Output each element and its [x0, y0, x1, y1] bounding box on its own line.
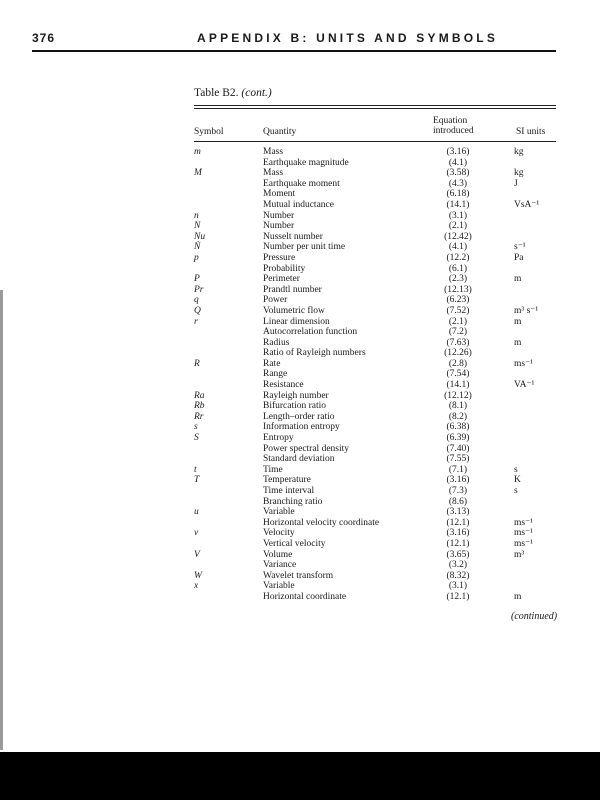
equation-cell: (3.65) — [446, 549, 470, 560]
equation-cell: (3.2) — [448, 560, 468, 571]
quantity-cell: Variable — [263, 507, 295, 518]
si-units-cell: VsA⁻¹ — [514, 199, 540, 210]
symbol-cell: Rr — [194, 411, 204, 422]
quantity-cell: Moment — [263, 189, 296, 200]
si-units-cell: J — [514, 178, 518, 189]
symbol-cell: R — [194, 358, 200, 369]
table-row — [0, 444, 600, 455]
si-units-cell: kg — [514, 168, 524, 179]
equation-cell: (12.1) — [446, 538, 470, 549]
quantity-cell: Rayleigh number — [263, 390, 329, 401]
symbol-cell: Pr — [194, 284, 204, 295]
table-row — [0, 295, 600, 306]
si-units-cell: ms⁻¹ — [514, 538, 533, 549]
symbol-cell: n — [194, 210, 199, 221]
symbol-cell: q — [194, 295, 199, 306]
quantity-cell: Variance — [263, 560, 297, 571]
quantity-cell: Volume — [263, 549, 293, 560]
quantity-cell: Prandtl number — [263, 284, 322, 295]
equation-cell: (8.1) — [448, 401, 468, 412]
table-row — [0, 507, 600, 518]
scan-margin-shadow — [0, 290, 3, 750]
si-units-cell: m — [514, 274, 522, 285]
table-row — [0, 412, 600, 423]
equation-cell: (3.16) — [446, 147, 470, 157]
symbol-cell: V — [194, 549, 200, 560]
equation-cell: (7.55) — [446, 454, 470, 465]
equation-cell: (6.23) — [446, 295, 470, 306]
quantity-cell: Horizontal coordinate — [263, 591, 347, 602]
si-units-cell: ms⁻¹ — [514, 528, 533, 539]
table-row — [0, 391, 600, 402]
equation-cell: (8.6) — [448, 496, 468, 507]
symbol-cell: s — [194, 422, 198, 433]
symbol-cell: Ra — [194, 390, 205, 401]
table-row — [0, 221, 600, 232]
table-row — [0, 327, 600, 338]
equation-cell: (7.54) — [446, 369, 470, 380]
equation-cell: (3.13) — [446, 507, 470, 518]
equation-cell: (2.3) — [448, 274, 468, 285]
table-row — [0, 369, 600, 380]
si-units-cell: s — [514, 464, 518, 475]
equation-cell: (7.63) — [446, 337, 470, 348]
quantity-cell: Power spectral density — [263, 443, 350, 454]
table-row — [0, 592, 600, 603]
equation-cell: (2.1) — [448, 221, 468, 232]
table-row — [0, 189, 600, 200]
symbol-cell: x — [194, 581, 199, 592]
table-row — [0, 475, 600, 486]
equation-cell: (7.52) — [446, 305, 470, 316]
symbol-cell: m — [194, 147, 201, 157]
si-units-cell: s — [514, 486, 518, 496]
equation-cell: (12.13) — [444, 284, 472, 295]
symbol-cell: u — [194, 507, 199, 518]
table-caption — [194, 87, 272, 99]
table-row — [0, 528, 600, 539]
equation-cell: (4.1) — [448, 157, 468, 168]
column-header-symbol: Symbol — [194, 127, 224, 137]
equation-cell: (14.1) — [446, 199, 470, 210]
symbol-cell: P — [194, 274, 200, 285]
quantity-cell: Information entropy — [263, 422, 340, 433]
equation-cell: (4.3) — [448, 178, 468, 189]
equation-cell: (3.16) — [446, 475, 470, 486]
equation-cell: (7.40) — [446, 443, 470, 454]
equation-cell: (7.1) — [448, 464, 468, 475]
equation-cell: (12.1) — [446, 517, 470, 528]
table-top-rule — [194, 105, 556, 106]
quantity-cell: Number — [263, 210, 295, 221]
table-caption-label: Table B2. — [194, 87, 239, 99]
table-row — [0, 317, 600, 328]
table-row — [0, 539, 600, 550]
si-units-cell: kg — [514, 147, 524, 157]
symbol-cell: Nu — [194, 231, 206, 242]
quantity-cell: Mutual inductance — [263, 199, 334, 210]
symbol-cell: Rb — [194, 401, 205, 412]
symbol-cell: Ṅ — [194, 242, 201, 253]
table-row — [0, 422, 600, 433]
table-row — [0, 380, 600, 391]
equation-cell: (12.12) — [444, 390, 472, 401]
si-units-cell: m³ — [514, 549, 525, 560]
equation-cell: (3.1) — [448, 581, 468, 592]
table-row — [0, 232, 600, 243]
quantity-cell: Time — [263, 464, 283, 475]
table-row — [0, 486, 600, 497]
table-row — [0, 179, 600, 190]
si-units-cell: m³ s⁻¹ — [514, 305, 539, 316]
quantity-cell: Power — [263, 295, 288, 306]
quantity-cell: Velocity — [263, 528, 295, 539]
symbol-cell: W — [194, 570, 202, 581]
equation-cell: (2.1) — [448, 316, 468, 327]
quantity-cell: Rate — [263, 358, 281, 369]
quantity-cell: Wavelet transform — [263, 570, 334, 581]
quantity-cell: Variable — [263, 581, 295, 592]
equation-cell: (8.2) — [448, 411, 468, 422]
si-units-cell: m — [514, 316, 522, 327]
quantity-cell: Time interval — [263, 486, 315, 496]
table-row — [0, 264, 600, 275]
equation-cell: (12.1) — [446, 591, 470, 602]
symbol-cell: r — [194, 316, 198, 327]
table-caption-note: (cont.) — [241, 87, 272, 99]
equation-cell: (12.42) — [444, 231, 472, 242]
table-row — [0, 306, 600, 317]
quantity-cell: Pressure — [263, 252, 296, 263]
symbol-cell: M — [194, 168, 202, 179]
column-header-equation-line2: introduced — [433, 126, 474, 136]
equation-cell: (3.1) — [448, 210, 468, 221]
equation-cell: (2.8) — [448, 358, 468, 369]
quantity-cell: Bifurcation ratio — [263, 401, 327, 412]
quantity-cell: Autocorrelation function — [263, 327, 358, 338]
si-units-cell: m — [514, 337, 522, 348]
quantity-cell: Perimeter — [263, 274, 300, 285]
table-row — [0, 518, 600, 529]
quantity-cell: Nusselt number — [263, 231, 323, 242]
equation-cell: (3.16) — [446, 528, 470, 539]
column-header-si-units: SI units — [516, 127, 546, 137]
quantity-cell: Mass — [263, 168, 284, 179]
table-row — [0, 497, 600, 508]
table-row — [0, 560, 600, 571]
equation-cell: (6.38) — [446, 422, 470, 433]
table-top-rule-second — [194, 108, 556, 109]
table-row — [0, 401, 600, 412]
quantity-cell: Temperature — [263, 475, 311, 486]
symbol-cell: p — [194, 252, 199, 263]
equation-cell: (3.58) — [446, 168, 470, 179]
symbol-cell: v — [194, 528, 199, 539]
quantity-cell: Number per unit time — [263, 242, 346, 253]
table-row — [0, 158, 600, 169]
si-units-cell: m — [514, 591, 522, 602]
quantity-cell: Mass — [263, 147, 284, 157]
equation-cell: (12.26) — [444, 348, 472, 359]
quantity-cell: Radius — [263, 337, 290, 348]
table-row — [0, 550, 600, 561]
quantity-cell: Vertical velocity — [263, 538, 326, 549]
quantity-cell: Ratio of Rayleigh numbers — [263, 348, 366, 359]
si-units-cell: VA⁻¹ — [514, 380, 535, 391]
symbol-cell: Q — [194, 305, 201, 316]
quantity-cell: Length–order ratio — [263, 411, 335, 422]
table-row — [0, 285, 600, 296]
quantity-cell: Entropy — [263, 433, 294, 444]
table-row — [0, 348, 600, 359]
table-row — [0, 359, 600, 370]
table-row — [0, 454, 600, 465]
quantity-cell: Earthquake magnitude — [263, 157, 349, 168]
quantity-cell: Range — [263, 369, 288, 380]
si-units-cell: ms⁻¹ — [514, 358, 533, 369]
equation-cell: (7.3) — [448, 486, 468, 496]
table-row — [0, 211, 600, 222]
table-row — [0, 147, 600, 158]
table-row — [0, 581, 600, 592]
table-row — [0, 571, 600, 582]
page-number: 376 — [32, 31, 56, 45]
running-head: APPENDIX B: UNITS AND SYMBOLS — [197, 31, 499, 45]
column-header-equation-line1: Equation — [433, 116, 468, 126]
table-row — [0, 242, 600, 253]
si-units-cell: s⁻¹ — [514, 242, 526, 253]
table-body — [0, 147, 600, 603]
table-row — [0, 200, 600, 211]
quantity-cell: Volumetric flow — [263, 305, 325, 316]
symbol-cell: N — [194, 221, 201, 232]
quantity-cell: Probability — [263, 263, 306, 274]
equation-cell: (4.1) — [448, 242, 468, 253]
table-row — [0, 465, 600, 476]
si-units-cell: K — [514, 475, 521, 486]
table-row — [0, 274, 600, 285]
column-header-equation — [433, 116, 493, 136]
quantity-cell: Resistance — [263, 380, 304, 391]
table-row — [0, 168, 600, 179]
scan-bottom-border — [0, 752, 600, 800]
si-units-cell: ms⁻¹ — [514, 517, 533, 528]
quantity-cell: Earthquake moment — [263, 178, 340, 189]
quantity-cell: Branching ratio — [263, 496, 323, 507]
symbol-cell: S — [194, 433, 199, 444]
si-units-cell: Pa — [514, 252, 524, 263]
header-rule — [32, 50, 556, 52]
equation-cell: (6.18) — [446, 189, 470, 200]
continued-note: (continued) — [511, 611, 558, 622]
equation-cell: (12.2) — [446, 252, 470, 263]
symbol-cell: T — [194, 475, 200, 486]
equation-cell: (8.32) — [446, 570, 470, 581]
column-header-quantity: Quantity — [263, 127, 297, 137]
table-row — [0, 338, 600, 349]
equation-cell: (14.1) — [446, 380, 470, 391]
equation-cell: (6.39) — [446, 433, 470, 444]
table-row — [0, 433, 600, 444]
equation-cell: (7.2) — [448, 327, 468, 338]
quantity-cell: Horizontal velocity coordinate — [263, 517, 380, 528]
header-bottom-rule — [194, 141, 556, 142]
quantity-cell: Linear dimension — [263, 316, 330, 327]
quantity-cell: Standard deviation — [263, 454, 335, 465]
equation-cell: (6.1) — [448, 263, 468, 274]
symbol-cell: t — [194, 464, 197, 475]
quantity-cell: Number — [263, 221, 295, 232]
table-row — [0, 253, 600, 264]
